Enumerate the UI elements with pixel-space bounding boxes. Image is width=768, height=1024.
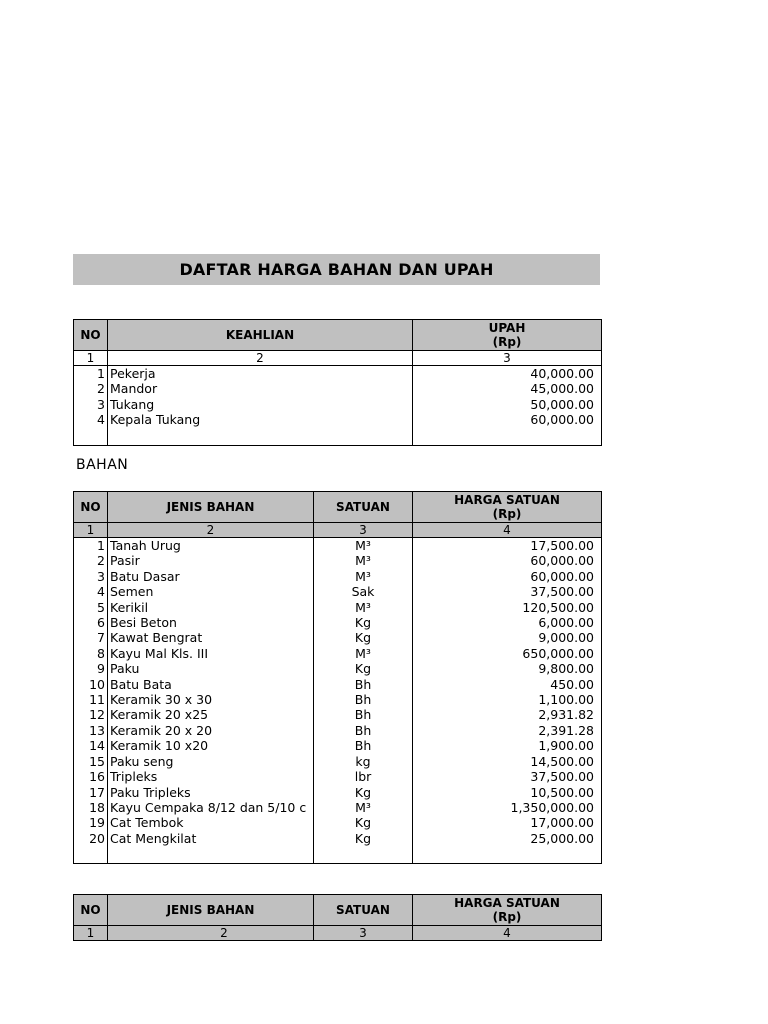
row-jenis-bahan: Kayu Mal Kls. III [108, 646, 314, 661]
row-no: 5 [74, 600, 108, 615]
header-satuan: SATUAN [314, 492, 413, 523]
row-satuan: Bh [314, 707, 413, 722]
header-keahlian: KEAHLIAN [108, 320, 413, 351]
row-satuan: Kg [314, 831, 413, 846]
table-row [74, 569, 602, 584]
row-satuan: M³ [314, 538, 413, 554]
row-jenis-bahan: Cat Mengkilat [108, 831, 314, 846]
row-harga-satuan: 1,350,000.00 [413, 800, 602, 815]
table-row [74, 769, 602, 784]
row-no: 15 [74, 754, 108, 769]
row-no: 3 [74, 569, 108, 584]
row-harga-satuan: 9,800.00 [413, 661, 602, 676]
row-satuan: lbr [314, 769, 413, 784]
table-row [74, 754, 602, 769]
table-row [74, 381, 602, 396]
row-jenis-bahan: Keramik 20 x 20 [108, 723, 314, 738]
table-row [74, 553, 602, 568]
header-jenis-bahan: JENIS BAHAN [108, 895, 314, 926]
table-row [74, 800, 602, 815]
row-no: 4 [74, 584, 108, 599]
upah-table [73, 319, 602, 446]
row-satuan: M³ [314, 569, 413, 584]
col-number: 4 [413, 926, 602, 941]
row-jenis-bahan: Kayu Cempaka 8/12 dan 5/10 c [108, 800, 314, 815]
row-satuan: kg [314, 754, 413, 769]
row-satuan: M³ [314, 646, 413, 661]
row-keahlian: Pekerja [108, 366, 413, 382]
row-harga-satuan: 25,000.00 [413, 831, 602, 846]
row-jenis-bahan: Paku seng [108, 754, 314, 769]
table-row [74, 397, 602, 412]
header-no: NO [74, 895, 108, 926]
col-number: 3 [314, 926, 413, 941]
header-harga-line2: (Rp) [492, 910, 522, 924]
row-no: 1 [74, 366, 108, 382]
row-no: 8 [74, 646, 108, 661]
col-number: 2 [108, 926, 314, 941]
table-row [74, 538, 602, 554]
table-row [74, 615, 602, 630]
row-satuan: Kg [314, 815, 413, 830]
row-harga-satuan: 9,000.00 [413, 630, 602, 645]
table-row [74, 412, 602, 427]
header-no: NO [74, 492, 108, 523]
row-jenis-bahan: Cat Tembok [108, 815, 314, 830]
table-row [74, 600, 602, 615]
row-harga-satuan: 14,500.00 [413, 754, 602, 769]
row-harga-satuan: 17,500.00 [413, 538, 602, 554]
row-no: 14 [74, 738, 108, 753]
header-harga-line2: (Rp) [492, 507, 522, 521]
section-label-bahan: BAHAN [76, 457, 129, 473]
row-harga-satuan: 60,000.00 [413, 569, 602, 584]
table-row-empty [74, 428, 602, 446]
row-satuan: M³ [314, 800, 413, 815]
row-keahlian: Tukang [108, 397, 413, 412]
row-no: 3 [74, 397, 108, 412]
table-row [74, 630, 602, 645]
row-satuan: Kg [314, 615, 413, 630]
row-no: 1 [74, 538, 108, 554]
col-number: 1 [74, 351, 108, 366]
row-no: 16 [74, 769, 108, 784]
row-no: 13 [74, 723, 108, 738]
row-jenis-bahan: Keramik 20 x25 [108, 707, 314, 722]
row-no: 2 [74, 381, 108, 396]
row-no: 7 [74, 630, 108, 645]
col-number: 1 [74, 523, 108, 538]
row-jenis-bahan: Keramik 10 x20 [108, 738, 314, 753]
table-row-empty [74, 846, 602, 864]
table-row [74, 785, 602, 800]
row-satuan: Bh [314, 723, 413, 738]
row-no: 10 [74, 677, 108, 692]
table-row [74, 815, 602, 830]
bahan-table [73, 491, 602, 864]
row-satuan: Sak [314, 584, 413, 599]
row-jenis-bahan: Semen [108, 584, 314, 599]
row-harga-satuan: 37,500.00 [413, 769, 602, 784]
row-jenis-bahan: Tripleks [108, 769, 314, 784]
row-jenis-bahan: Pasir [108, 553, 314, 568]
row-satuan: Bh [314, 738, 413, 753]
header-upah [413, 320, 602, 351]
table-row [74, 738, 602, 753]
table-row [74, 584, 602, 599]
row-jenis-bahan: Keramik 30 x 30 [108, 692, 314, 707]
row-jenis-bahan: Batu Bata [108, 677, 314, 692]
row-satuan: M³ [314, 600, 413, 615]
row-harga-satuan: 2,931.82 [413, 707, 602, 722]
row-no: 17 [74, 785, 108, 800]
row-harga-satuan: 450.00 [413, 677, 602, 692]
row-no: 2 [74, 553, 108, 568]
table-row [74, 646, 602, 661]
row-keahlian: Kepala Tukang [108, 412, 413, 427]
table-row [74, 831, 602, 846]
row-satuan: Kg [314, 785, 413, 800]
header-upah-line1: UPAH [488, 321, 526, 335]
header-harga-satuan [413, 895, 602, 926]
row-no: 12 [74, 707, 108, 722]
col-number: 1 [74, 926, 108, 941]
row-satuan: Bh [314, 677, 413, 692]
table-row [74, 677, 602, 692]
row-harga-satuan: 6,000.00 [413, 615, 602, 630]
row-upah: 60,000.00 [413, 412, 602, 427]
row-jenis-bahan: Batu Dasar [108, 569, 314, 584]
table-row [74, 366, 602, 382]
row-jenis-bahan: Besi Beton [108, 615, 314, 630]
row-harga-satuan: 650,000.00 [413, 646, 602, 661]
header-harga-satuan [413, 492, 602, 523]
row-jenis-bahan: Paku [108, 661, 314, 676]
row-satuan: Kg [314, 630, 413, 645]
col-number: 2 [108, 351, 413, 366]
row-jenis-bahan: Kawat Bengrat [108, 630, 314, 645]
col-number: 3 [314, 523, 413, 538]
row-upah: 50,000.00 [413, 397, 602, 412]
page-title: DAFTAR HARGA BAHAN DAN UPAH [73, 254, 600, 285]
header-satuan: SATUAN [314, 895, 413, 926]
row-jenis-bahan: Tanah Urug [108, 538, 314, 554]
table-row [74, 707, 602, 722]
row-upah: 45,000.00 [413, 381, 602, 396]
row-harga-satuan: 1,900.00 [413, 738, 602, 753]
row-harga-satuan: 37,500.00 [413, 584, 602, 599]
header-no: NO [74, 320, 108, 351]
col-number: 4 [413, 523, 602, 538]
row-satuan: M³ [314, 553, 413, 568]
header-harga-line1: HARGA SATUAN [454, 493, 560, 507]
row-harga-satuan: 17,000.00 [413, 815, 602, 830]
row-satuan: Kg [314, 661, 413, 676]
row-jenis-bahan: Paku Tripleks [108, 785, 314, 800]
table-row [74, 692, 602, 707]
row-no: 11 [74, 692, 108, 707]
header-jenis-bahan: JENIS BAHAN [108, 492, 314, 523]
row-harga-satuan: 1,100.00 [413, 692, 602, 707]
row-upah: 40,000.00 [413, 366, 602, 382]
row-harga-satuan: 60,000.00 [413, 553, 602, 568]
row-no: 19 [74, 815, 108, 830]
row-satuan: Bh [314, 692, 413, 707]
col-number: 2 [108, 523, 314, 538]
table-row [74, 661, 602, 676]
col-number: 3 [413, 351, 602, 366]
row-jenis-bahan: Kerikil [108, 600, 314, 615]
row-keahlian: Mandor [108, 381, 413, 396]
header-harga-line1: HARGA SATUAN [454, 896, 560, 910]
row-no: 20 [74, 831, 108, 846]
table-row [74, 723, 602, 738]
row-no: 9 [74, 661, 108, 676]
header-upah-line2: (Rp) [492, 335, 522, 349]
row-harga-satuan: 2,391.28 [413, 723, 602, 738]
row-harga-satuan: 120,500.00 [413, 600, 602, 615]
row-no: 18 [74, 800, 108, 815]
bahan-table-2 [73, 894, 602, 941]
row-no: 4 [74, 412, 108, 427]
row-no: 6 [74, 615, 108, 630]
row-harga-satuan: 10,500.00 [413, 785, 602, 800]
